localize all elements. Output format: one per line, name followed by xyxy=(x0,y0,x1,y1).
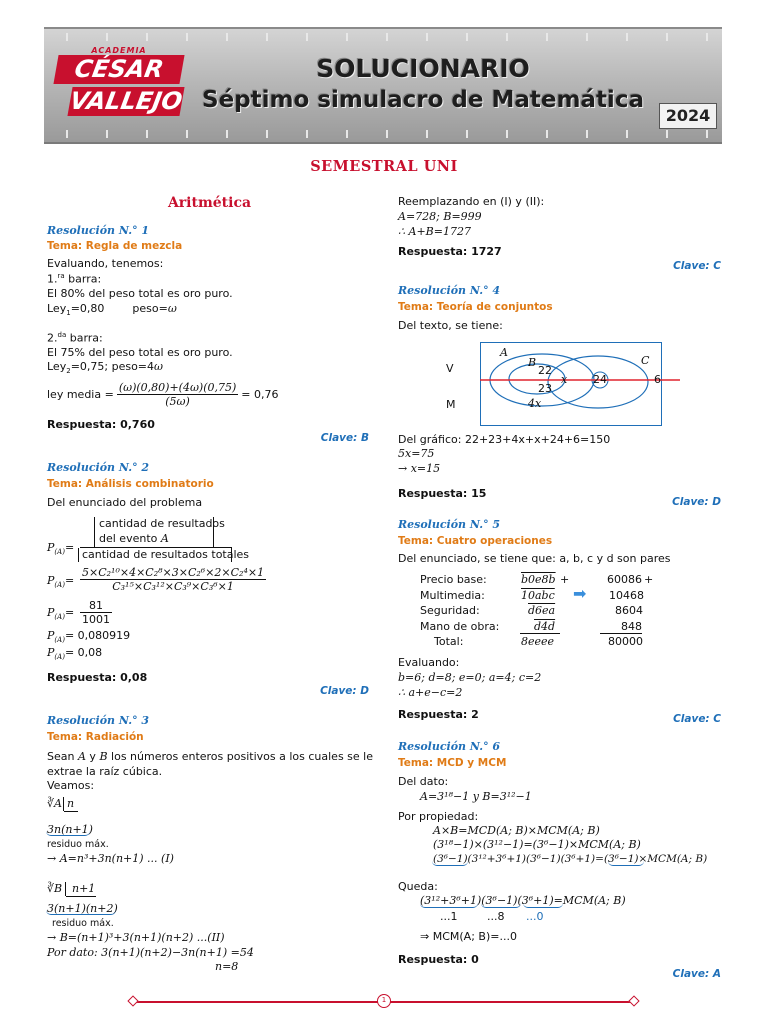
resolucion-2-tema: Tema: Análisis combinatorio xyxy=(47,478,214,490)
r1-ley-media: ley media = $\frac{(\omega)(0,80)+(4\omega)(0,75)}{(5\omega)}$ = 0,76 xyxy=(47,381,279,408)
r3b-line: ∴ A+B=1727 xyxy=(398,225,471,238)
r5-sum-line-left xyxy=(520,633,560,634)
r6-line: A=3¹⁸−1 y B=3¹²−1 xyxy=(420,790,532,803)
r6-digit: ...0 xyxy=(526,910,544,923)
r3-line: Sean A y B los números enteros positivos a los cuales se le xyxy=(47,750,373,763)
r6-underbrace xyxy=(420,903,478,908)
r6-line: ⇒ MCM(A; B)=...0 xyxy=(420,930,517,943)
r2-pa: $P_{(A)}=$ xyxy=(47,541,75,557)
r2-respuesta: Respuesta: 0,08 xyxy=(47,671,148,684)
r3-clave: Clave: C xyxy=(673,260,721,272)
r2-d1: cantidad de resultados totales xyxy=(82,548,250,561)
r6-clave: Clave: A xyxy=(672,968,721,980)
r5-row-label: Multimedia: xyxy=(420,589,485,602)
r5-row-label: Total: xyxy=(434,635,464,648)
logo-line1: CÉSAR xyxy=(53,55,184,84)
r3-n8: n=8 xyxy=(215,960,239,973)
r3-rem1: 3n(n+1) xyxy=(47,823,93,836)
r1-respuesta: Respuesta: 0,760 xyxy=(47,418,155,431)
r6-digit: ...8 xyxy=(487,910,505,923)
r2-frac2: $\frac{\text{5×C₂¹⁰×4×C₂⁸×3×C₂⁶×2×C₂⁴×1}}{\text{C₃¹⁵×C₃¹²×C₃⁹×C₃⁶×1}}$ xyxy=(82,566,265,593)
r1-clave: Clave: B xyxy=(320,432,369,444)
resolucion-6-tema: Tema: MCD y MCM xyxy=(398,757,507,769)
venn-label-b: B xyxy=(528,356,537,369)
venn-value-24: 24 xyxy=(593,373,607,386)
venn-label-a: A xyxy=(500,346,508,359)
resolucion-3-tema: Tema: Radiación xyxy=(47,731,144,743)
venn-diagram xyxy=(480,342,680,426)
r5-row-b: 80000 xyxy=(608,635,643,648)
r5-line: b=6; d=8; e=0; a=4; c=2 xyxy=(398,671,542,684)
logo-academia: ACADEMIA xyxy=(91,46,147,55)
footer-diamond-right xyxy=(628,995,639,1006)
r1-line: Evaluando, tenemos: xyxy=(47,257,164,270)
r6-queda: (3¹²+3⁶+1)(3⁶−1)(3⁶+1)=MCM(A; B) xyxy=(420,894,626,907)
r2-clave: Clave: D xyxy=(320,685,369,697)
r6-cancel-mark xyxy=(608,861,644,866)
resolucion-6-heading: Resolución N.° 6 xyxy=(398,740,501,753)
banner-ornament-top xyxy=(44,33,722,41)
resolucion-4-tema: Tema: Teoría de conjuntos xyxy=(398,301,553,313)
r3-underbrace xyxy=(46,831,90,836)
venn-value-4x: 4x xyxy=(528,397,542,410)
r5-row-a: 10abc xyxy=(521,589,555,602)
r4-line: Del texto, se tiene: xyxy=(398,319,503,332)
r4-line: → x=15 xyxy=(398,462,441,475)
r5-row-op2: + xyxy=(644,573,654,586)
r6-digit: ...1 xyxy=(440,910,458,923)
r6-prop: (3¹⁸−1)×(3¹²−1)=(3⁶−1)×MCM(A; B) xyxy=(433,838,641,851)
r2-pa: $P_{(A)}=$ xyxy=(47,606,75,622)
r3-line: Veamos: xyxy=(47,779,95,792)
logo-line2: VALLEJO xyxy=(67,87,185,115)
r6-line: Por propiedad: xyxy=(398,810,479,823)
r3-division-line xyxy=(63,797,64,811)
resolucion-5-tema: Tema: Cuatro operaciones xyxy=(398,535,553,547)
r1-line: Ley$_2$=0,75; peso=4ω xyxy=(47,360,164,376)
r4-line: Del gráfico: 22+23+4x+x+24+6=150 xyxy=(398,433,611,446)
r2-pa: $P_{(A)}=$ xyxy=(47,574,75,590)
resolucion-1-heading: Resolución N.° 1 xyxy=(47,224,150,237)
cesar-vallejo-logo xyxy=(56,46,185,122)
r3-root-n: n xyxy=(67,797,75,810)
r5-row-label: Precio base: xyxy=(420,573,487,586)
r1-line: 2.$^{da}$ barra: xyxy=(47,331,103,345)
resolucion-3-heading: Resolución N.° 3 xyxy=(47,714,150,727)
r2-n2: del evento A xyxy=(99,532,169,545)
r2-n1: cantidad de resultados xyxy=(99,517,225,530)
r3-division-under xyxy=(64,811,78,812)
r1-line: El 75% del peso total es oro puro. xyxy=(47,346,233,359)
banner-ornament-bottom xyxy=(44,130,722,138)
r6-respuesta: Respuesta: 0 xyxy=(398,953,479,966)
right-arrow-icon: ➡ xyxy=(573,584,587,603)
venn-label-m: M xyxy=(446,398,456,411)
venn-value-6: 6 xyxy=(654,373,661,386)
r2-frac3: $\frac{81}{1001}$ xyxy=(82,599,110,626)
r5-row-a: d6ea xyxy=(528,604,556,617)
r5-row-b: 848 xyxy=(621,620,642,633)
r5-row-b: 8604 xyxy=(615,604,643,617)
r3-pordato: Por dato: 3(n+1)(n+2)−3n(n+1) =54 xyxy=(47,946,254,959)
r5-row-op: + xyxy=(560,573,570,586)
r6-line: Queda: xyxy=(398,880,438,893)
r5-row-a: 8eeee xyxy=(521,635,555,648)
title-simulacro: Séptimo simulacro de Matemática xyxy=(202,87,644,113)
banner-title xyxy=(188,53,658,115)
r5-line: ∴ a+e−c=2 xyxy=(398,686,463,699)
venn-value-23: 23 xyxy=(538,382,552,395)
venn-value-22: 22 xyxy=(538,364,552,377)
resolucion-4-heading: Resolución N.° 4 xyxy=(398,284,501,297)
r3-root-b: ∛B xyxy=(47,882,63,895)
r3-root-bn: n+1 xyxy=(72,882,96,895)
r4-line: 5x=75 xyxy=(398,447,435,460)
r6-underbrace xyxy=(481,903,521,908)
r5-clave: Clave: C xyxy=(673,713,721,725)
r4-respuesta: Respuesta: 15 xyxy=(398,487,487,500)
title-solucionario: SOLUCIONARIO xyxy=(316,54,530,83)
r5-row-b: 10468 xyxy=(609,589,644,602)
r3-respuesta: Respuesta: 1727 xyxy=(398,245,502,258)
r5-line: Evaluando: xyxy=(398,656,460,669)
resolucion-2-heading: Resolución N.° 2 xyxy=(47,461,150,474)
r5-row-label: Seguridad: xyxy=(420,604,480,617)
r3b-line: Reemplazando en (I) y (II): xyxy=(398,195,545,208)
r3-division-under xyxy=(66,896,96,897)
r3-line: extrae la raíz cúbica. xyxy=(47,765,163,778)
r6-underbrace xyxy=(523,903,563,908)
r1-line: Ley$_1$=0,80 peso=ω xyxy=(47,302,177,318)
year-badge: 2024 xyxy=(659,103,717,129)
r3b-line: A=728; B=999 xyxy=(398,210,482,223)
resolucion-1-tema: Tema: Regla de mezcla xyxy=(47,240,183,252)
r6-prop: (3⁶−1)(3¹²+3⁶+1)(3⁶−1)(3⁶+1)=(3⁶−1)×MCM(A; B) xyxy=(433,853,708,865)
footer-diamond-left xyxy=(127,995,138,1006)
r3-root-a: ∛A xyxy=(47,797,62,810)
r5-row-a: b0e8b xyxy=(521,573,556,586)
venn-value-x: x xyxy=(561,373,568,386)
r3-underbrace xyxy=(46,910,116,915)
r3-rem2: 3(n+1)(n+2) xyxy=(47,902,118,915)
resolucion-5-heading: Resolución N.° 5 xyxy=(398,518,501,531)
r3-resmax: residuo máx. xyxy=(52,918,114,929)
r6-line: Del dato: xyxy=(398,775,449,788)
r5-respuesta: Respuesta: 2 xyxy=(398,708,479,721)
r5-row-b: 60086 xyxy=(607,573,642,586)
r5-row-a: d4d xyxy=(534,620,556,633)
r3-eq-a: → A=n³+3n(n+1) ... (I) xyxy=(47,852,174,865)
r2-line: $P_{(A)}= 0,080919$ xyxy=(47,629,131,645)
r3-resmax: residuo máx. xyxy=(47,839,109,850)
subject-title: Aritmética xyxy=(167,195,252,211)
r5-sum-line-right xyxy=(600,633,642,634)
r6-cancel-mark xyxy=(432,861,468,866)
page-number: 1 xyxy=(377,994,391,1008)
r5-line: Del enunciado, se tiene que: a, b, c y d son pares xyxy=(398,552,671,565)
r3-eq-b: → B=(n+1)³+3(n+1)(n+2) ...(II) xyxy=(47,931,225,944)
venn-label-c: C xyxy=(641,354,650,367)
r2-line: Del enunciado del problema xyxy=(47,496,203,509)
venn-label-v: V xyxy=(446,362,454,375)
r1-line: 1.$^{ra}$ barra: xyxy=(47,272,102,286)
r4-clave: Clave: D xyxy=(672,496,721,508)
r1-line: El 80% del peso total es oro puro. xyxy=(47,287,233,300)
r6-prop: A×B=MCD(A; B)×MCM(A; B) xyxy=(433,824,600,837)
r5-row-label: Mano de obra: xyxy=(420,620,500,633)
semestral-heading: SEMESTRAL UNI xyxy=(310,158,458,175)
r2-line: $P_{(A)}= 0,08$ xyxy=(47,646,103,662)
r3-division-line xyxy=(65,882,66,896)
